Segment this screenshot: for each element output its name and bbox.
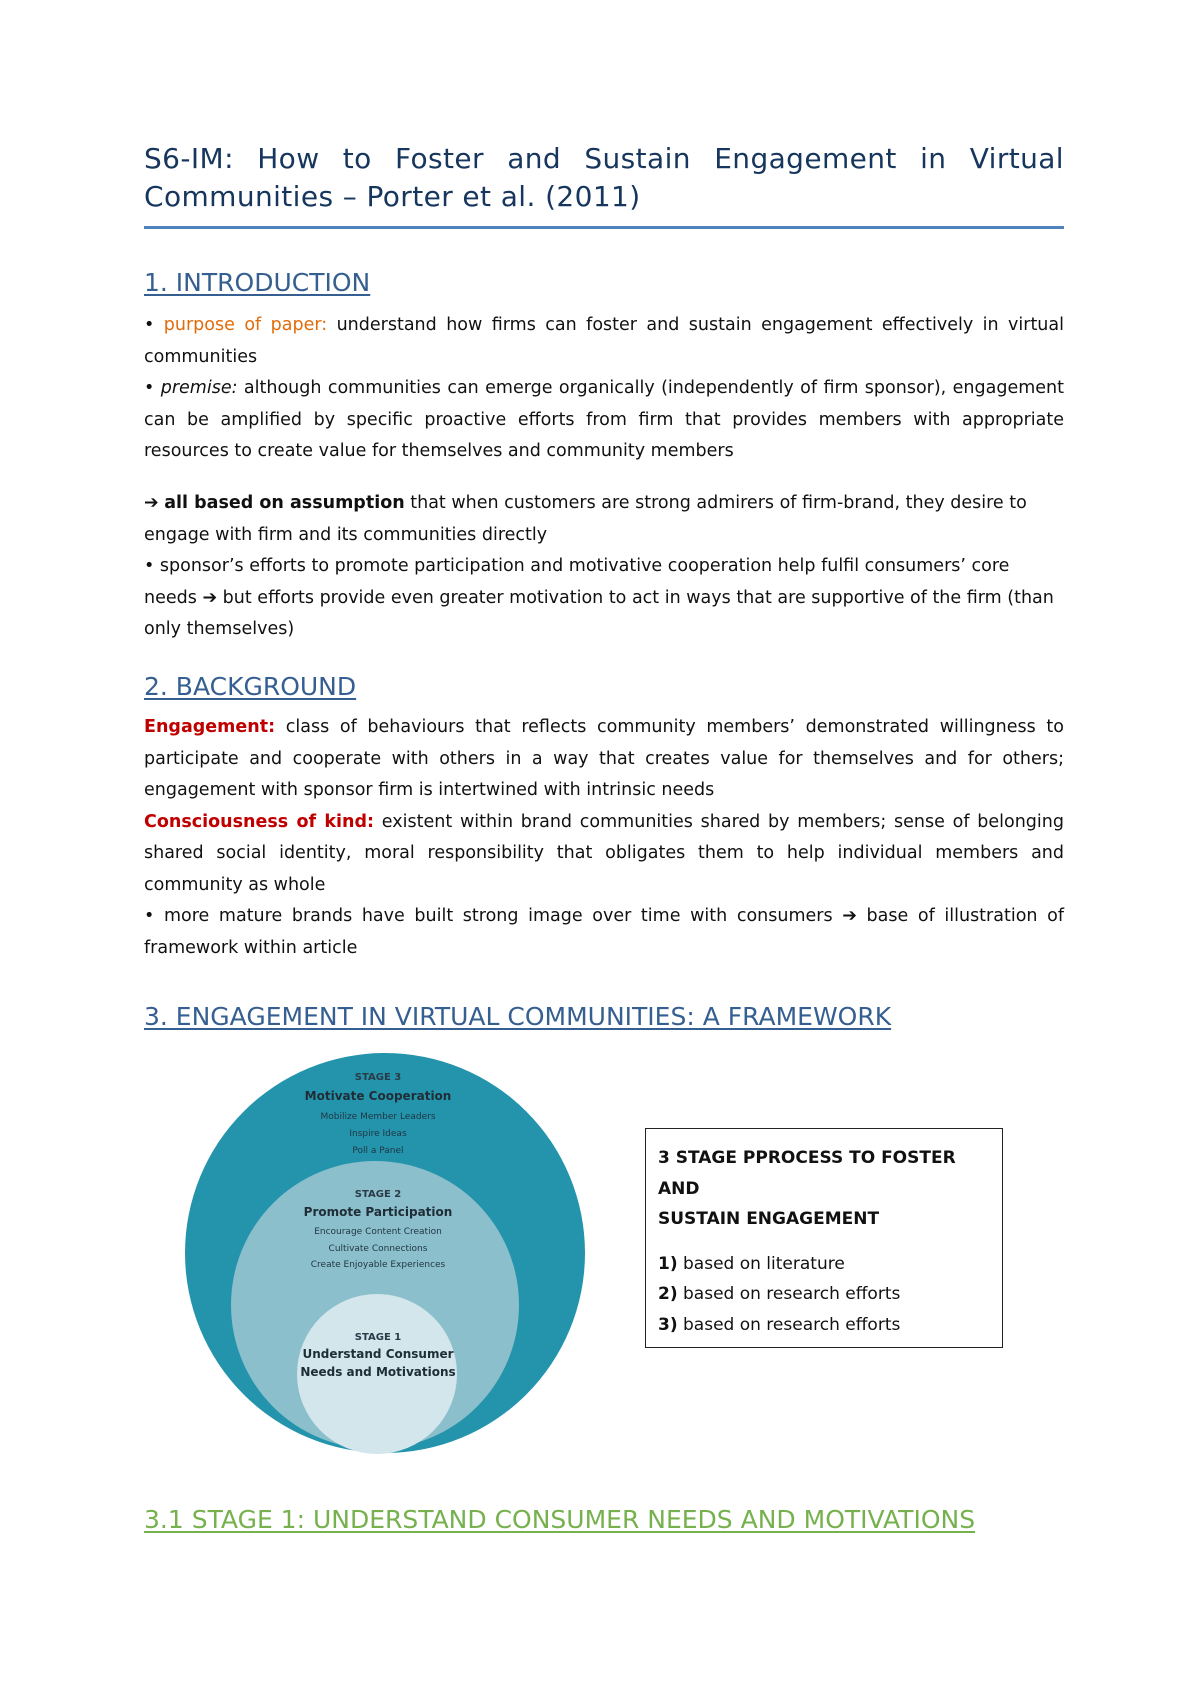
box-item-text: based on research efforts (677, 1284, 901, 1304)
engagement-label: Engagement: (144, 717, 276, 737)
heading-framework: 3. ENGAGEMENT IN VIRTUAL COMMUNITIES: A FRAMEWORK (144, 1002, 892, 1031)
assumption-paragraph (144, 488, 1064, 551)
assumption-label: all based on assumption (164, 493, 405, 513)
intro-purpose-paragraph (144, 310, 1064, 373)
box-item (658, 1279, 990, 1310)
sponsor-efforts-paragraph (144, 551, 1064, 646)
stage1-title-line2: Needs and Motivations (300, 1365, 456, 1379)
bullet-symbol: • (144, 378, 155, 398)
consciousness-text: existent within brand communities shared by members; sense of belonging shared social identity, moral responsibility that obligates them to help individual members and community as whole (144, 811, 1064, 895)
framework-diagram (180, 1048, 590, 1458)
engagement-text: class of behaviours that reflects community members’ demonstrated willingness to participate and cooperate with others in a way that creates value for themselves and for others; engagement with sponsor firm is intertwined with intrinsic needs (144, 717, 1064, 800)
mature-brands-text-2: base of illustration of framework within article (144, 906, 1064, 958)
box-item-number: 2) (658, 1284, 678, 1304)
process-summary-box (645, 1128, 1003, 1348)
box-item-number: 3) (658, 1314, 678, 1335)
box-item (658, 1249, 990, 1280)
mature-brands-paragraph (144, 901, 1064, 964)
assumption-text: that when customers are strong admirers of firm-brand, they desire to engage with firm and its communities directly (144, 493, 1027, 545)
intro-block-1 (144, 310, 1064, 468)
arrow-icon: ➔ (202, 587, 218, 608)
heading-stage1: 3.1 STAGE 1: UNDERSTAND CONSUMER NEEDS AND MOTIVATIONS (144, 1505, 976, 1534)
stage3-item: Mobilize Member Leaders (320, 1112, 436, 1122)
mature-brands-text: more mature brands have built strong image over time with consumers (163, 906, 833, 926)
engagement-definition (144, 712, 1064, 807)
box-heading-line2: SUSTAIN ENGAGEMENT (658, 1209, 880, 1229)
sponsor-efforts-text-2: but efforts provide even greater motivation to act in ways that are supportive of the firm (than only themselves) (144, 587, 1054, 639)
background-block (144, 712, 1064, 964)
stage2-title: Promote Participation (303, 1205, 453, 1219)
consciousness-definition (144, 807, 1064, 902)
box-heading-line1: 3 STAGE PPROCESS TO FOSTER AND (658, 1148, 956, 1199)
heading-introduction: 1. INTRODUCTION (144, 268, 371, 297)
purpose-label: purpose of paper: (163, 315, 328, 335)
box-item-text: based on research efforts (677, 1314, 901, 1335)
stage3-item: Inspire Ideas (349, 1129, 407, 1139)
title-rule (144, 226, 1064, 229)
intro-block-2 (144, 488, 1064, 646)
intro-premise-paragraph (144, 373, 1064, 468)
box-item (658, 1310, 990, 1341)
box-item-number: 1) (658, 1253, 678, 1274)
stage2-label: STAGE 2 (354, 1189, 402, 1200)
bullet-symbol: • (144, 556, 155, 576)
sponsor-efforts-text: sponsor’s efforts to promote participation and motivative cooperation help fulfil consumers’ core needs (144, 556, 1010, 608)
document-title: S6-IM: How to Foster and Sustain Engagement in Virtual Communities – Porter et al. (2011) (144, 142, 1064, 213)
box-item-text: based on literature (677, 1253, 845, 1274)
bullet-symbol: • (144, 906, 155, 926)
stage1-label: STAGE 1 (354, 1332, 402, 1343)
stage3-item: Poll a Panel (352, 1146, 404, 1156)
stage-circles-svg (180, 1048, 590, 1458)
premise-text: although communities can emerge organically (independently of firm sponsor), engagement can be amplified by specific proactive efforts from firm that provides members with appropriate resources to create value for themselves and community members (144, 378, 1064, 461)
stage2-item: Create Enjoyable Experiences (310, 1260, 446, 1270)
premise-label: premise: (160, 378, 238, 398)
heading-background: 2. BACKGROUND (144, 672, 357, 701)
stage1-title-line1: Understand Consumer (302, 1347, 454, 1361)
arrow-icon: ➔ (144, 493, 159, 513)
stage3-title: Motivate Cooperation (304, 1089, 452, 1103)
bullet-symbol: • (144, 315, 155, 335)
stage2-item: Encourage Content Creation (314, 1227, 442, 1237)
arrow-icon: ➔ (842, 906, 857, 926)
stage3-label: STAGE 3 (354, 1072, 402, 1083)
stage2-item: Cultivate Connections (328, 1244, 428, 1254)
consciousness-label: Consciousness of kind: (144, 811, 375, 832)
purpose-text: understand how firms can foster and sustain engagement effectively in virtual communities (144, 315, 1064, 367)
